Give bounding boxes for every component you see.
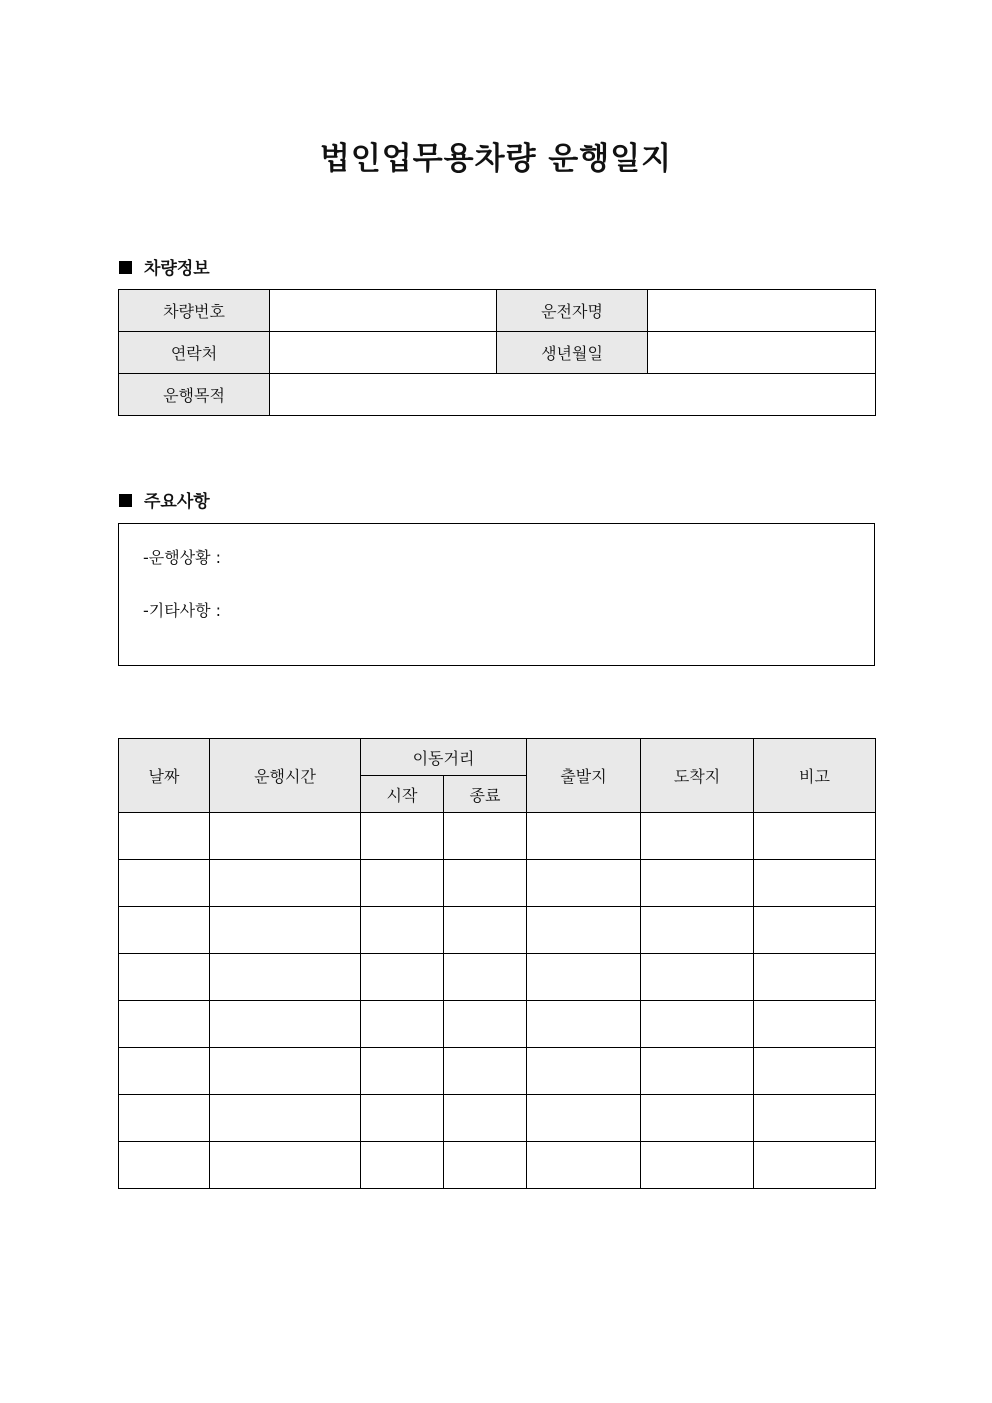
log-cell-end[interactable]: [444, 1142, 527, 1189]
log-cell-start[interactable]: [361, 1142, 444, 1189]
log-cell-departure[interactable]: [527, 1142, 641, 1189]
log-cell-departure[interactable]: [527, 813, 641, 860]
log-cell-remarks[interactable]: [754, 907, 876, 954]
start-header: 시작: [361, 776, 444, 813]
log-cell-arrival[interactable]: [641, 1048, 754, 1095]
log-cell-date[interactable]: [119, 1048, 210, 1095]
log-cell-arrival[interactable]: [641, 813, 754, 860]
log-table-body: [119, 813, 876, 1189]
table-row: [119, 860, 876, 907]
table-row: [119, 907, 876, 954]
log-cell-arrival[interactable]: [641, 954, 754, 1001]
table-row: [119, 813, 876, 860]
notes-heading-label: 주요사항: [144, 492, 210, 512]
log-cell-remarks[interactable]: [754, 1001, 876, 1048]
arrival-header: 도착지: [641, 739, 754, 813]
contact-label: 연락처: [119, 332, 270, 374]
log-cell-arrival[interactable]: [641, 1001, 754, 1048]
end-header: 종료: [444, 776, 527, 813]
table-row: [119, 1001, 876, 1048]
purpose-field[interactable]: [270, 374, 876, 416]
log-cell-time[interactable]: [210, 954, 361, 1001]
vehicle-info-heading-label: 차량정보: [144, 259, 210, 279]
log-cell-end[interactable]: [444, 1048, 527, 1095]
log-cell-date[interactable]: [119, 907, 210, 954]
log-cell-time[interactable]: [210, 907, 361, 954]
driving-log-table: [118, 738, 876, 1189]
log-cell-date[interactable]: [119, 1142, 210, 1189]
purpose-label: 운행목적: [119, 374, 270, 416]
log-cell-remarks[interactable]: [754, 813, 876, 860]
remarks-header: 비고: [754, 739, 876, 813]
plate-label: 차량번호: [119, 290, 270, 332]
log-cell-start[interactable]: [361, 1001, 444, 1048]
log-cell-arrival[interactable]: [641, 907, 754, 954]
log-cell-remarks[interactable]: [754, 954, 876, 1001]
table-row: [119, 1095, 876, 1142]
contact-field[interactable]: [270, 332, 497, 374]
departure-header: 출발지: [527, 739, 641, 813]
log-cell-departure[interactable]: [527, 1095, 641, 1142]
driver-label: 운전자명: [497, 290, 648, 332]
log-cell-time[interactable]: [210, 1048, 361, 1095]
log-cell-time[interactable]: [210, 1142, 361, 1189]
table-row: [119, 332, 876, 374]
time-header: 운행시간: [210, 739, 361, 813]
square-bullet-icon: [119, 261, 132, 274]
log-cell-date[interactable]: [119, 1001, 210, 1048]
table-row: [119, 374, 876, 416]
log-cell-end[interactable]: [444, 1001, 527, 1048]
log-cell-departure[interactable]: [527, 860, 641, 907]
log-cell-remarks[interactable]: [754, 860, 876, 907]
log-cell-start[interactable]: [361, 1048, 444, 1095]
log-cell-arrival[interactable]: [641, 1142, 754, 1189]
log-cell-time[interactable]: [210, 860, 361, 907]
log-cell-time[interactable]: [210, 813, 361, 860]
header-row: [119, 739, 876, 776]
log-cell-date[interactable]: [119, 860, 210, 907]
table-row: [119, 1142, 876, 1189]
square-bullet-icon: [119, 494, 132, 507]
log-cell-end[interactable]: [444, 954, 527, 1001]
log-cell-date[interactable]: [119, 813, 210, 860]
vehicle-info-table: [118, 289, 876, 416]
log-cell-start[interactable]: [361, 907, 444, 954]
log-cell-date[interactable]: [119, 954, 210, 1001]
log-cell-remarks[interactable]: [754, 1048, 876, 1095]
log-cell-date[interactable]: [119, 1095, 210, 1142]
notes-box[interactable]: [118, 523, 875, 666]
log-cell-departure[interactable]: [527, 1001, 641, 1048]
distance-header: 이동거리: [361, 739, 527, 776]
notes-heading: [119, 487, 210, 512]
log-cell-time[interactable]: [210, 1001, 361, 1048]
log-cell-departure[interactable]: [527, 954, 641, 1001]
log-cell-remarks[interactable]: [754, 1095, 876, 1142]
date-header: 날짜: [119, 739, 210, 813]
log-cell-end[interactable]: [444, 907, 527, 954]
driver-field[interactable]: [648, 290, 876, 332]
log-cell-arrival[interactable]: [641, 860, 754, 907]
table-row: [119, 954, 876, 1001]
log-cell-end[interactable]: [444, 813, 527, 860]
status-note-label: -운행상황 :: [143, 548, 222, 567]
log-cell-departure[interactable]: [527, 1048, 641, 1095]
table-row: [119, 290, 876, 332]
log-cell-end[interactable]: [444, 860, 527, 907]
table-row: [119, 1048, 876, 1095]
log-cell-start[interactable]: [361, 860, 444, 907]
log-cell-start[interactable]: [361, 1095, 444, 1142]
log-cell-start[interactable]: [361, 813, 444, 860]
log-cell-remarks[interactable]: [754, 1142, 876, 1189]
birth-field[interactable]: [648, 332, 876, 374]
birth-label: 생년월일: [497, 332, 648, 374]
page-title: 법인업무용차량 운행일지: [319, 141, 673, 177]
log-cell-end[interactable]: [444, 1095, 527, 1142]
vehicle-info-heading: [119, 254, 210, 279]
log-cell-departure[interactable]: [527, 907, 641, 954]
plate-field[interactable]: [270, 290, 497, 332]
log-cell-start[interactable]: [361, 954, 444, 1001]
other-note-label: -기타사항 :: [143, 601, 222, 620]
log-cell-time[interactable]: [210, 1095, 361, 1142]
log-cell-arrival[interactable]: [641, 1095, 754, 1142]
